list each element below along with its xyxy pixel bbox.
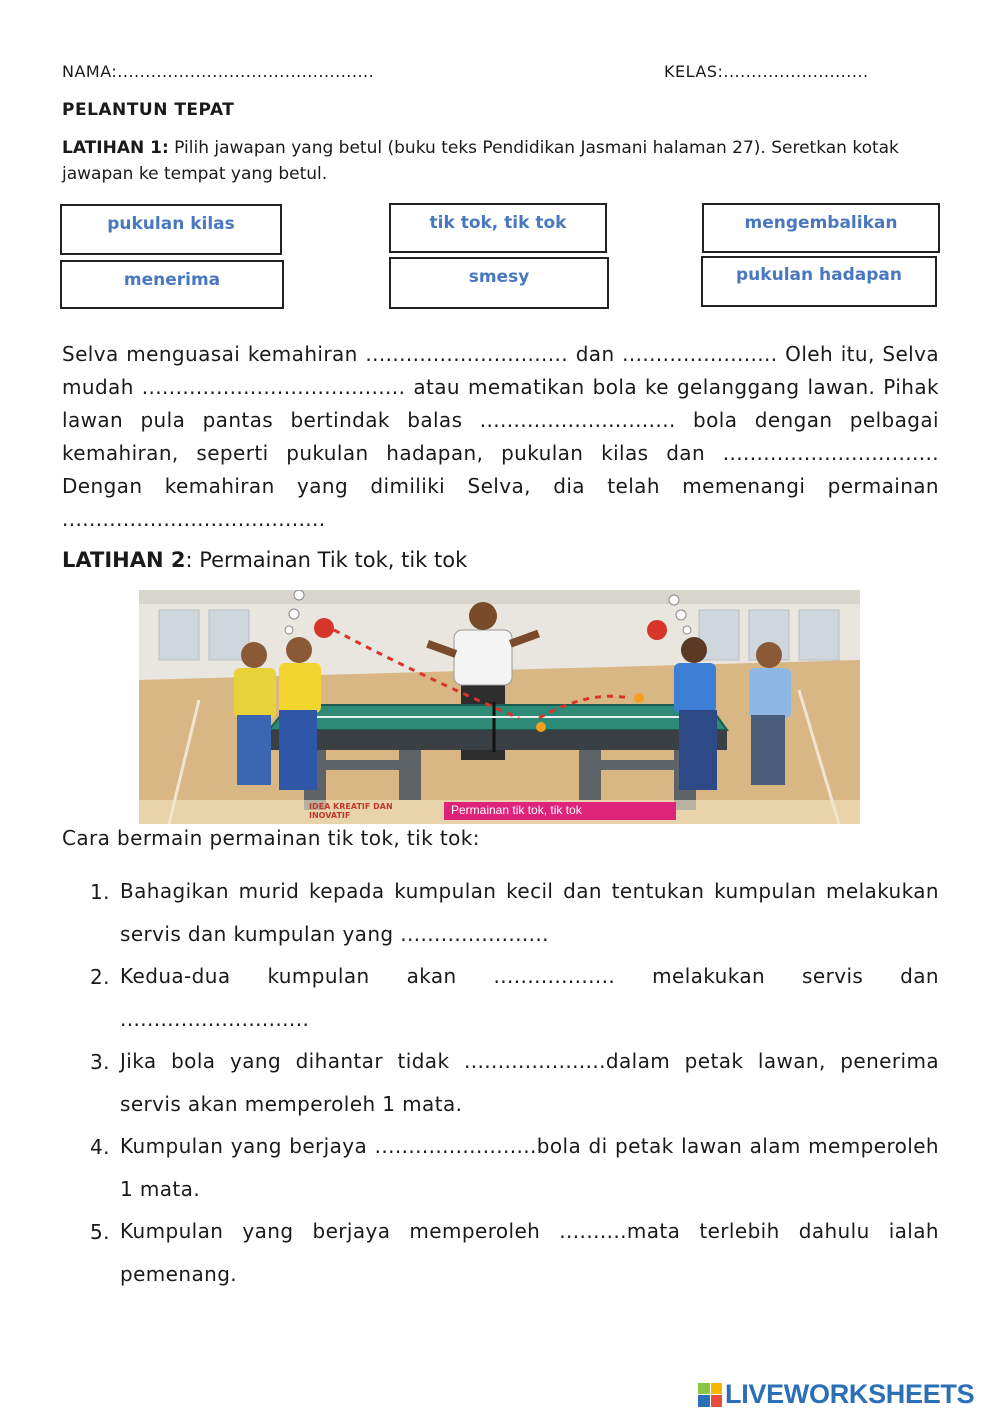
latihan1-instruction-text: Pilih jawapan yang betul (buku teks Pendidikan Jasmani halaman 27). Seretkan kotak jawapan ke tempat yang betul. <box>62 138 899 184</box>
worksheet-title: PELANTUN TEPAT <box>62 100 235 120</box>
class-field-label: KELAS:.......................... <box>664 62 869 81</box>
latihan2-label: LATIHAN 2 <box>62 548 186 572</box>
liveworksheets-logo[interactable] <box>698 1379 974 1410</box>
answer-box-tik-tok[interactable]: tik tok, tik tok <box>389 203 607 253</box>
logo-badge-icon <box>698 1383 722 1407</box>
answer-box-mengembalikan[interactable]: mengembalikan <box>702 203 940 253</box>
cara-bermain-label: Cara bermain permainan tik tok, tik tok: <box>62 826 480 850</box>
logo-text: LIVEWORKSHEETS <box>725 1379 975 1409</box>
list-item: 4. Kumpulan yang berjaya ........................bola di petak lawan alam memperoleh 1 mata. <box>90 1134 939 1201</box>
latihan2-subtitle: : Permainan Tik tok, tik tok <box>185 548 468 572</box>
answer-box-pukulan-kilas[interactable]: pukulan kilas <box>60 204 282 255</box>
answer-box-menerima[interactable]: menerima <box>60 260 284 309</box>
table-tennis-illustration <box>139 590 860 824</box>
answer-box-smesy[interactable]: smesy <box>389 257 609 309</box>
list-item: 3. Jika bola yang dihantar tidak .....................dalam petak lawan, penerima servis akan memperoleh 1 mata. <box>90 1049 939 1116</box>
list-item: 2. Kedua-dua kumpulan akan .................. melakukan servis dan ............................ <box>90 964 939 1031</box>
latihan2-heading <box>62 548 467 572</box>
latihan1-label: LATIHAN 1: <box>62 138 169 158</box>
image-logo-text: IDEA KREATIF DAN INOVATIF <box>309 802 393 820</box>
latihan1-paragraph: Selva menguasai kemahiran .............................. dan ....................... Oleh itu, Selva mudah ....................................... atau mematikan bola ke gelanggang lawan. Pihak lawan pula pantas bertindak balas ............................. bola dengan pelbagai kemahiran, seperti pukulan hadapan, pukulan kilas dan ................................ Dengan kemahiran yang dimiliki Selva, dia telah memenangi permainan ....................................... <box>62 342 939 531</box>
list-item: 5. Kumpulan yang berjaya memperoleh ..........mata terlebih dahulu ialah pemenang. <box>90 1219 939 1286</box>
latihan1-instruction <box>62 135 939 187</box>
list-item: 1. Bahagikan murid kepada kumpulan kecil dan tentukan kumpulan melakukan servis dan kumpulan yang ...................... <box>90 879 939 946</box>
image-caption: Permainan tik tok, tik tok <box>451 803 582 817</box>
steps-list <box>90 880 939 1305</box>
answer-box-pukulan-hadapan[interactable]: pukulan hadapan <box>701 256 937 307</box>
name-field-label: NAMA:.............................................. <box>62 62 375 81</box>
